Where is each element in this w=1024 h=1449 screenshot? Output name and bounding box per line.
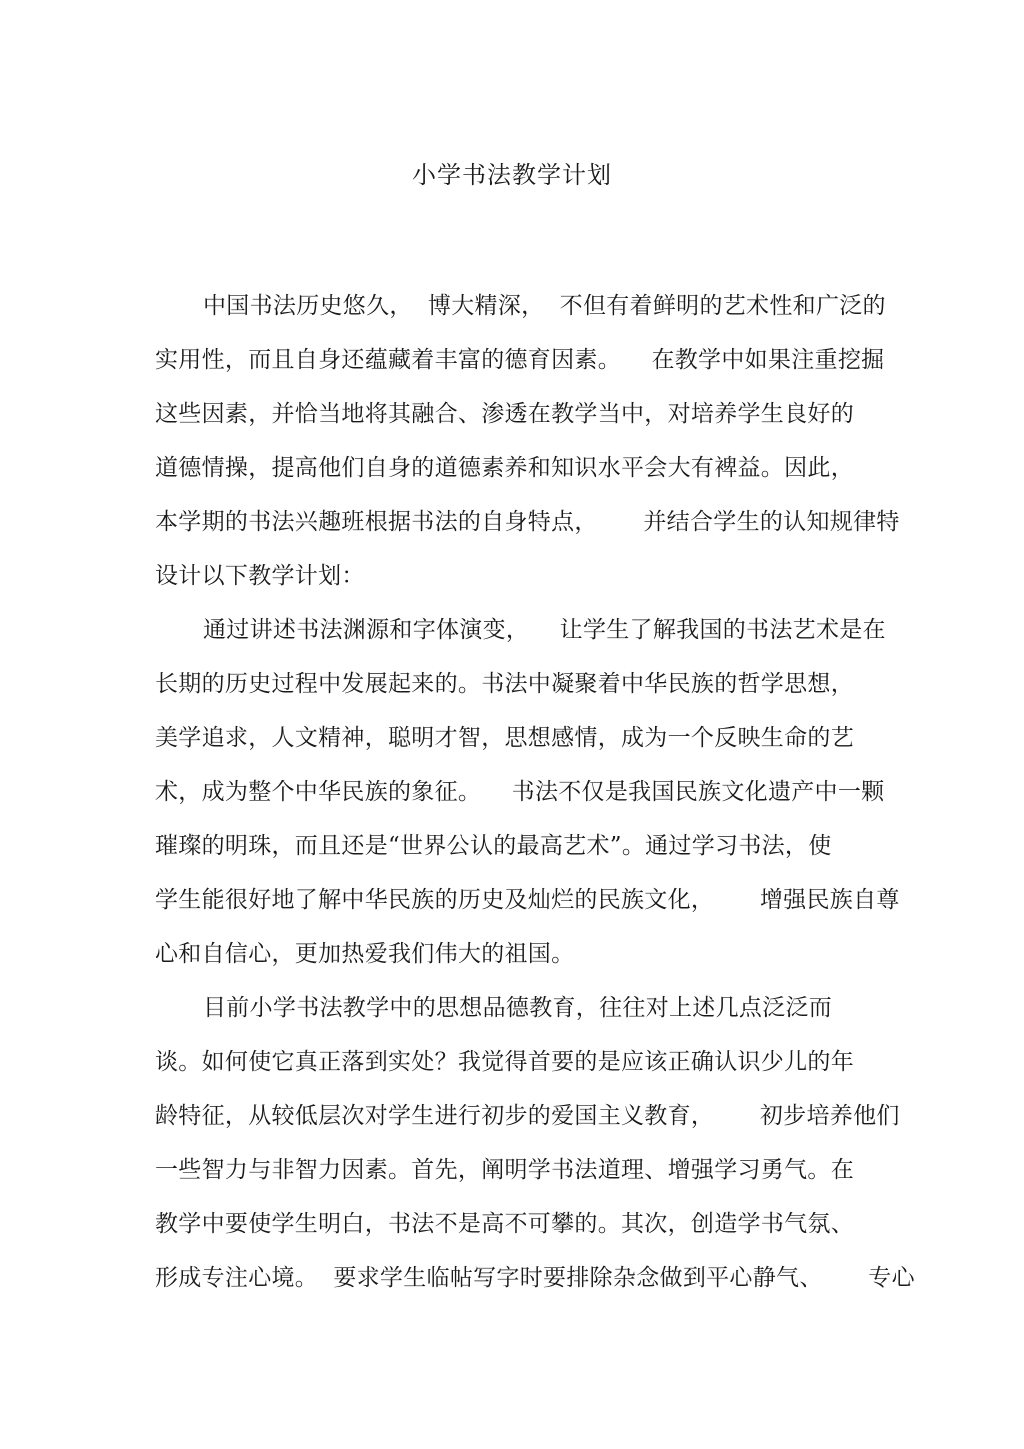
- paragraph-2-line-5: 璀璨的明珠，而且还是“世界公认的最高艺术”。通过学习书法，使: [155, 833, 832, 859]
- document-title: 小学书法教学计划: [412, 161, 612, 189]
- paragraph-1-line-1: 中国书法历史悠久， 博大精深， 不但有着鲜明的艺术性和广泛的: [203, 293, 886, 319]
- paragraph-2-line-6: 学生能很好地了解中华民族的历史及灿烂的民族文化， 增强民族自尊: [155, 887, 900, 913]
- paragraph-2-line-3: 美学追求，人文精神，聪明才智，思想感情，成为一个反映生命的艺: [155, 725, 854, 751]
- paragraph-2-line-2: 长期的历史过程中发展起来的。书法中凝聚着中华民族的哲学思想，: [155, 671, 854, 697]
- paragraph-2-line-4: 术，成为整个中华民族的象征。 书法不仅是我国民族文化遗产中一颗: [155, 779, 885, 805]
- paragraph-2-line-1: 通过讲述书法渊源和字体演变， 让学生了解我国的书法艺术是在: [203, 617, 886, 643]
- paragraph-2-line-7: 心和自信心，更加热爱我们伟大的祖国。: [155, 941, 575, 967]
- paragraph-1-line-4: 道德情操，提高他们自身的道德素养和知识水平会大有裨益。因此，: [155, 455, 854, 481]
- paragraph-3-line-5: 教学中要使学生明白，书法不是高不可攀的。其次，创造学书气氛、: [155, 1211, 854, 1237]
- paragraph-3-line-4: 一些智力与非智力因素。首先，阐明学书法道理、增强学习勇气。在: [155, 1157, 854, 1183]
- paragraph-1-line-6: 设计以下教学计划：: [155, 563, 365, 589]
- paragraph-3-line-2: 谈。如何使它真正落到实处？我觉得首要的是应该正确认识少儿的年: [155, 1049, 854, 1075]
- paragraph-1-line-2: 实用性，而且自身还蕴藏着丰富的德育因素。 在教学中如果注重挖掘: [155, 347, 885, 373]
- paragraph-3-line-6: 形成专注心境。 要求学生临帖写字时要排除杂念做到平心静气、 专心: [155, 1265, 915, 1291]
- paragraph-1-line-5: 本学期的书法兴趣班根据书法的自身特点， 并结合学生的认知规律特: [155, 509, 900, 535]
- paragraph-1-line-3: 这些因素，并恰当地将其融合、渗透在教学当中，对培养学生良好的: [155, 401, 854, 427]
- paragraph-3-line-3: 龄特征，从较低层次对学生进行初步的爱国主义教育， 初步培养他们: [155, 1103, 900, 1129]
- paragraph-3-line-1: 目前小学书法教学中的思想品德教育，往往对上述几点泛泛而: [203, 995, 833, 1021]
